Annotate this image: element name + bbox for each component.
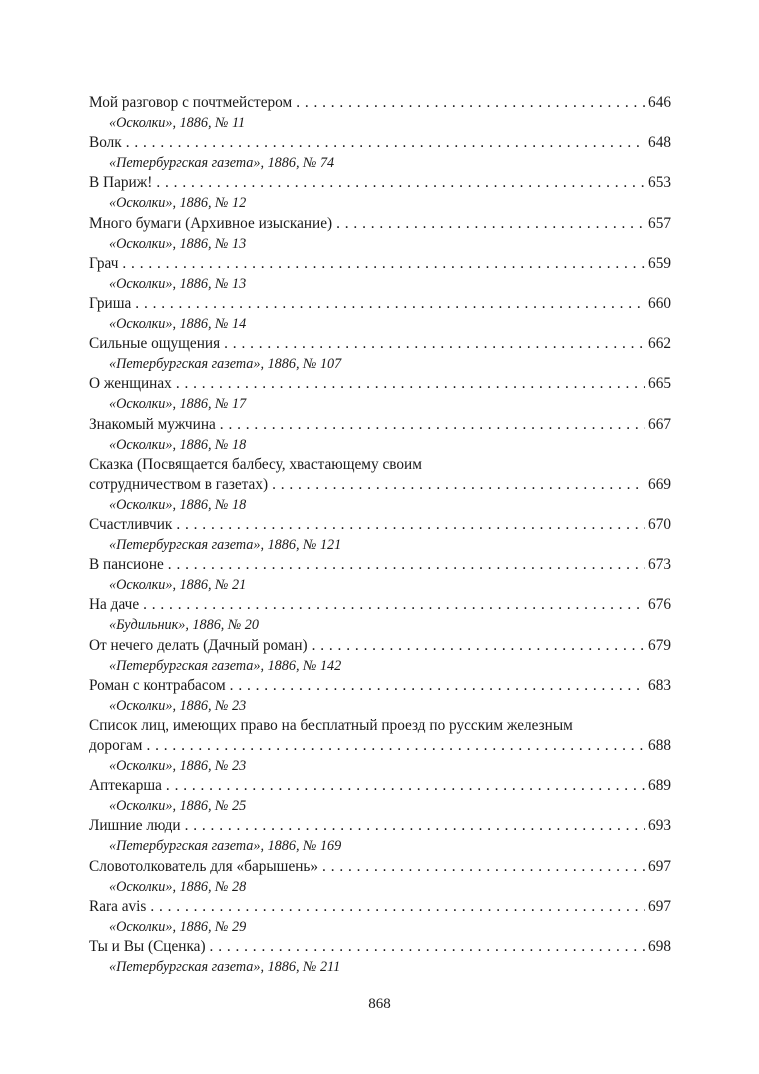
dot-leader <box>166 776 645 796</box>
toc-entry <box>89 776 671 816</box>
dot-leader <box>176 515 645 535</box>
entry-page-number: 660 <box>648 295 671 313</box>
entry-source: «Петербургская газета», 1886, № 121 <box>109 537 342 554</box>
dot-leader <box>168 555 645 575</box>
entry-page-number: 676 <box>648 596 671 614</box>
dot-leader <box>230 676 645 696</box>
toc-entry <box>89 133 671 173</box>
entry-page-number: 667 <box>648 415 671 433</box>
entry-line <box>89 475 671 495</box>
entry-title: Rara avis <box>89 897 147 915</box>
entry-title: Волк <box>89 134 122 152</box>
dot-leader <box>143 595 645 615</box>
toc-entry <box>89 334 671 374</box>
entry-line <box>89 93 671 113</box>
entry-line <box>89 676 671 696</box>
entry-title: Сильные ощущения <box>89 335 221 353</box>
dot-leader <box>224 334 645 354</box>
entry-source: «Осколки», 1886, № 23 <box>109 697 247 714</box>
toc-entry <box>89 816 671 856</box>
entry-source: «Петербургская газета», 1886, № 211 <box>109 959 341 976</box>
entry-page-number: 646 <box>648 94 671 111</box>
dot-leader <box>146 736 645 756</box>
entry-title: О женщинах <box>89 375 172 393</box>
entry-page-number: 670 <box>648 516 671 534</box>
entry-line <box>89 334 671 354</box>
entry-page-number: 648 <box>648 134 671 152</box>
dot-leader <box>135 294 645 314</box>
dot-leader <box>272 475 645 495</box>
entry-source: «Осколки», 1886, № 18 <box>109 496 247 513</box>
entry-page-number: 659 <box>648 254 671 272</box>
entry-source: «Петербургская газета», 1886, № 74 <box>109 155 335 172</box>
toc-entry <box>89 716 671 776</box>
toc-entry <box>89 555 671 595</box>
entry-source: «Осколки», 1886, № 12 <box>109 195 247 212</box>
entry-title: На даче <box>89 596 140 614</box>
entry-line <box>89 515 671 535</box>
dot-leader <box>296 93 645 113</box>
entry-title: Грач <box>89 254 119 272</box>
entry-title: Словотолкователь для «барышень» <box>89 857 319 875</box>
toc-entry <box>89 173 671 213</box>
entry-line <box>89 776 671 796</box>
entry-line <box>89 595 671 615</box>
entry-title: В пансионе <box>89 556 164 574</box>
entry-source: «Петербургская газета», 1886, № 142 <box>109 657 342 674</box>
entry-page-number: 688 <box>648 737 671 755</box>
entry-source: «Будильник», 1886, № 20 <box>109 617 259 634</box>
entry-line <box>89 555 671 575</box>
dot-leader <box>220 415 645 435</box>
toc-entry <box>89 415 671 455</box>
entry-page-number: 683 <box>648 676 671 694</box>
toc-entry <box>89 254 671 294</box>
page-number: 868 <box>368 996 391 1012</box>
toc-entry <box>89 857 671 897</box>
entry-title-first-line: Список лиц, имеющих право на бесплатный проезд по русским железным <box>89 717 573 735</box>
entry-line <box>89 897 671 917</box>
entry-line <box>89 254 671 274</box>
entry-page-number: 662 <box>648 335 671 353</box>
entry-line <box>89 816 671 836</box>
toc-entry <box>89 455 671 515</box>
toc-entry <box>89 595 671 635</box>
entry-source: «Петербургская газета», 1886, № 169 <box>109 838 342 855</box>
dot-leader <box>336 214 645 234</box>
entry-source: «Осколки», 1886, № 21 <box>109 577 247 594</box>
entry-line <box>89 214 671 234</box>
entry-source: «Осколки», 1886, № 18 <box>109 436 247 453</box>
entry-source: «Петербургская газета», 1886, № 107 <box>109 356 342 373</box>
entry-page-number: 697 <box>648 897 671 915</box>
toc-entry <box>89 374 671 414</box>
dot-leader <box>176 374 645 394</box>
entry-title: Лишние люди <box>89 817 181 835</box>
entry-page-number: 689 <box>648 777 671 795</box>
dot-leader <box>150 897 645 917</box>
entry-line <box>89 857 671 877</box>
toc-entry <box>89 937 671 977</box>
dot-leader <box>322 857 645 877</box>
entry-page-number: 653 <box>648 174 671 192</box>
entry-line <box>89 636 671 656</box>
entry-title: Ты и Вы (Сценка) <box>89 938 206 956</box>
toc-entry <box>89 214 671 254</box>
entry-page-number: 665 <box>648 375 671 393</box>
entry-title: сотрудничеством в газетах) <box>89 475 269 493</box>
toc-entry <box>89 636 671 676</box>
toc-entry <box>89 294 671 334</box>
entry-source: «Осколки», 1886, № 14 <box>109 316 247 333</box>
dot-leader <box>126 133 645 153</box>
entry-title-first-line: Сказка (Посвящается балбесу, хвастающему своим <box>89 455 422 473</box>
entry-title: Мой разговор с почтмейстером <box>89 94 293 111</box>
entry-source: «Осколки», 1886, № 11 <box>109 115 246 131</box>
toc-entry <box>89 676 671 716</box>
entry-title: Много бумаги (Архивное изыскание) <box>89 214 333 232</box>
entry-source: «Осколки», 1886, № 17 <box>109 396 247 413</box>
entry-title: Счастливчик <box>89 516 173 534</box>
entry-source: «Осколки», 1886, № 23 <box>109 758 247 775</box>
toc-entry <box>89 515 671 555</box>
dot-leader <box>210 937 646 957</box>
entry-title: Гриша <box>89 295 132 313</box>
entry-source: «Осколки», 1886, № 13 <box>109 275 247 292</box>
dot-leader <box>185 816 645 836</box>
dot-leader <box>156 173 645 193</box>
entry-title: Аптекарша <box>89 777 162 795</box>
entry-line <box>89 133 671 153</box>
dot-leader <box>312 636 645 656</box>
entry-source: «Осколки», 1886, № 28 <box>109 878 247 895</box>
entry-title: Знакомый мужчина <box>89 415 216 433</box>
entry-page-number: 693 <box>648 817 671 835</box>
entry-source: «Осколки», 1886, № 29 <box>109 918 247 935</box>
toc-entry <box>89 897 671 937</box>
entry-page-number: 669 <box>648 475 671 493</box>
entry-line <box>89 415 671 435</box>
entry-page-number: 679 <box>648 636 671 654</box>
entry-line <box>89 736 671 756</box>
entry-title: От нечего делать (Дачный роман) <box>89 636 308 654</box>
entry-source: «Осколки», 1886, № 25 <box>109 798 247 815</box>
entry-page-number: 697 <box>648 857 671 875</box>
entry-page-number: 657 <box>648 214 671 232</box>
entry-line <box>89 937 671 957</box>
entry-source: «Осколки», 1886, № 13 <box>109 235 247 252</box>
entry-title: В Париж! <box>89 174 153 192</box>
table-of-contents <box>89 93 671 977</box>
entry-title: дорогам <box>89 737 143 755</box>
entry-title: Роман с контрабасом <box>89 676 226 694</box>
entry-line <box>89 294 671 314</box>
entry-line <box>89 173 671 193</box>
toc-entry <box>89 93 671 133</box>
entry-line <box>89 374 671 394</box>
dot-leader <box>122 254 645 274</box>
entry-page-number: 673 <box>648 556 671 574</box>
entry-page-number: 698 <box>648 938 671 956</box>
